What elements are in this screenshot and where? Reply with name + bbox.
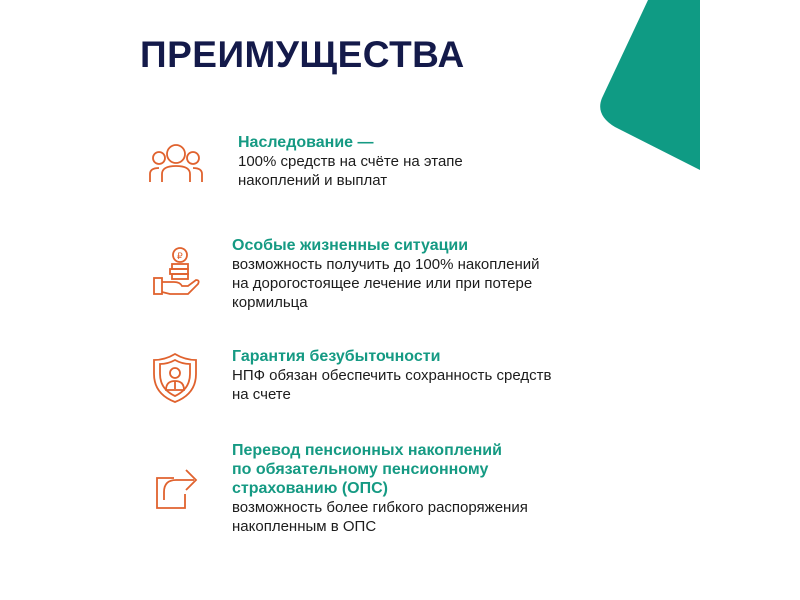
item-ops-transfer (232, 441, 528, 536)
item-title: страхованию (ОПС) (232, 480, 388, 497)
item-text: накоплений и выплат (238, 172, 388, 189)
item-text: накопленным в ОПС (232, 518, 377, 535)
item-title: Гарантия безубыточности (232, 348, 441, 365)
item-title: Перевод пенсионных накоплений (232, 442, 502, 459)
hand-coins-icon (152, 246, 200, 298)
item-text: возможность получить до 100% накоплений (232, 256, 540, 273)
item-text: 100% средств на счёте на этапе (238, 153, 463, 170)
page-title: ПРЕИМУЩЕСТВА (140, 34, 465, 75)
transfer-arrow-icon (154, 466, 198, 510)
item-life-situations (232, 236, 540, 312)
item-title: Особые жизненные ситуации (232, 237, 469, 254)
item-no-loss-guarantee (232, 347, 551, 404)
item-title: Наследование — (238, 134, 374, 151)
item-title: по обязательному пенсионному (232, 461, 489, 478)
item-text: на дорогостоящее лечение или при потере (232, 275, 533, 292)
people-icon (148, 140, 204, 184)
item-inheritance (238, 133, 463, 190)
item-text: НПФ обязан обеспечить сохранность средств (232, 367, 552, 384)
svg-text:₽: ₽ (177, 251, 183, 261)
item-text: возможность более гибкого распоряжения (232, 499, 528, 516)
item-text: на счете (232, 386, 291, 403)
shield-person-icon (152, 352, 198, 404)
item-text: кормильца (232, 294, 308, 311)
